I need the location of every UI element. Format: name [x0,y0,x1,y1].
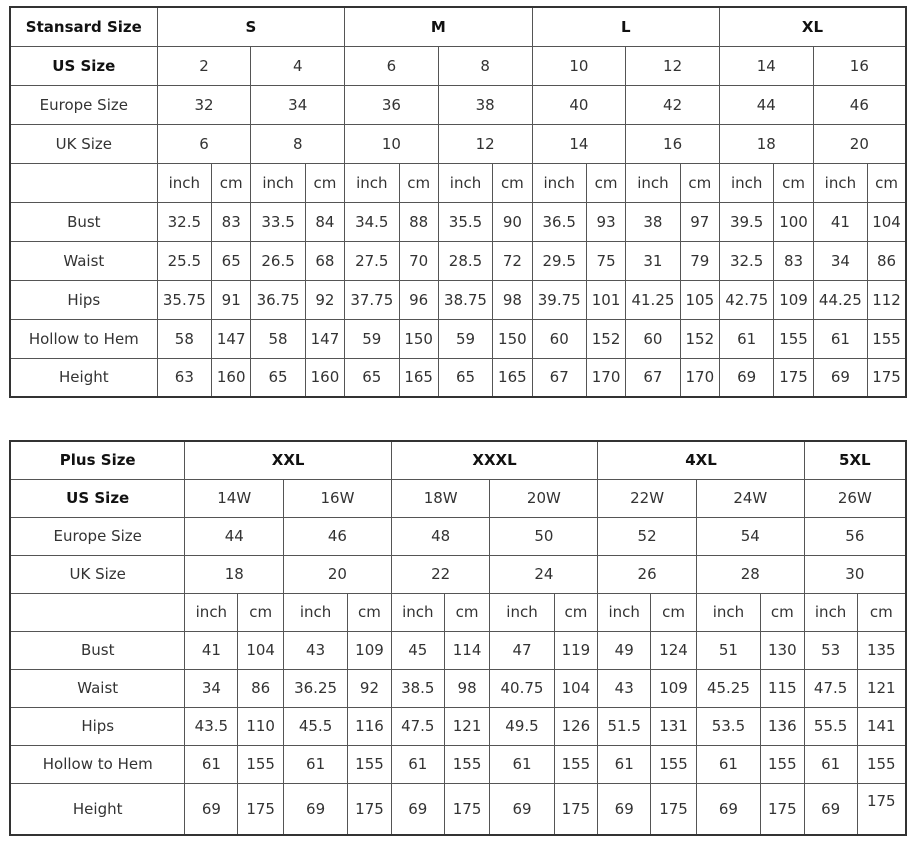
measurement-value: 136 [760,707,804,745]
size-group-header: 5XL [804,441,906,479]
measurement-value: 43 [284,631,348,669]
us-size-label: US Size [10,479,185,517]
measurement-value: 32.5 [719,241,773,280]
europe-size-value: 56 [804,517,906,555]
measurement-value: 126 [554,707,598,745]
table-row [10,85,906,124]
measurement-value: 116 [348,707,392,745]
measurement-value: 65 [345,358,399,397]
measurement-value: 61 [719,319,773,358]
measurement-value: 160 [305,358,344,397]
us-size-value: 14W [185,479,284,517]
unit-cm: cm [554,593,598,631]
unit-cm: cm [444,593,490,631]
measurement-value: 61 [598,745,651,783]
us-size-label: US Size [10,46,157,85]
measurement-value: 115 [760,669,804,707]
measurement-label: Bust [10,202,157,241]
measurement-value: 31 [626,241,680,280]
measurement-value: 59 [345,319,399,358]
table-row [10,7,906,46]
table-row [10,124,906,163]
europe-size-value: 54 [696,517,804,555]
measurement-value: 58 [157,319,211,358]
table-row [10,555,906,593]
measurement-value: 61 [490,745,554,783]
unit-cm: cm [493,163,532,202]
unit-cm: cm [348,593,392,631]
measurement-value: 152 [586,319,625,358]
measurement-label: Waist [10,241,157,280]
unit-inch: inch [185,593,238,631]
measurement-value: 41 [185,631,238,669]
size-group-header: S [157,7,344,46]
measurement-value: 150 [399,319,438,358]
unit-inch: inch [391,593,444,631]
measurement-value: 69 [804,783,857,835]
measurement-value: 130 [760,631,804,669]
unit-inch: inch [719,163,773,202]
measurement-value: 36.25 [284,669,348,707]
unit-cm: cm [305,163,344,202]
unit-inch: inch [626,163,680,202]
europe-size-value: 52 [598,517,697,555]
measurement-value: 27.5 [345,241,399,280]
europe-size-value: 36 [345,85,439,124]
measurement-value: 93 [586,202,625,241]
size-group-header: XXL [185,441,391,479]
measurement-value: 61 [813,319,867,358]
unit-inch: inch [284,593,348,631]
measurement-value: 150 [493,319,532,358]
us-size-value: 12 [626,46,720,85]
measurement-value: 104 [554,669,598,707]
unit-cm: cm [212,163,251,202]
unit-cm: cm [857,593,906,631]
unit-inch: inch [598,593,651,631]
measurement-value: 38.75 [438,280,492,319]
uk-size-value: 10 [345,124,439,163]
table-row [10,358,906,397]
unit-cm: cm [868,163,906,202]
measurement-value: 51.5 [598,707,651,745]
measurement-value: 155 [444,745,490,783]
europe-size-value: 46 [284,517,392,555]
measurement-value: 155 [651,745,697,783]
us-size-value: 20W [490,479,598,517]
measurement-value: 175 [868,358,906,397]
measurement-value: 121 [857,669,906,707]
size-group-header: L [532,7,719,46]
table-row [10,241,906,280]
measurement-value: 69 [490,783,554,835]
measurement-value: 114 [444,631,490,669]
measurement-value: 141 [857,707,906,745]
uk-size-value: 12 [438,124,532,163]
size-group-header: M [345,7,532,46]
measurement-value: 29.5 [532,241,586,280]
measurement-value: 35.5 [438,202,492,241]
measurement-value: 69 [391,783,444,835]
measurement-value: 70 [399,241,438,280]
measurement-value: 155 [760,745,804,783]
unit-inch: inch [813,163,867,202]
measurement-value: 175 [348,783,392,835]
measurement-value: 39.5 [719,202,773,241]
measurement-value: 44.25 [813,280,867,319]
measurement-value: 119 [554,631,598,669]
measurement-value: 25.5 [157,241,211,280]
us-size-value: 18W [391,479,490,517]
measurement-value: 63 [157,358,211,397]
measurement-value: 38 [626,202,680,241]
measurement-value: 47.5 [391,707,444,745]
measurement-value: 72 [493,241,532,280]
measurement-value: 53 [804,631,857,669]
us-size-value: 22W [598,479,697,517]
measurement-value: 112 [868,280,906,319]
uk-size-value: 14 [532,124,626,163]
measurement-value: 84 [305,202,344,241]
uk-size-value: 6 [157,124,251,163]
uk-size-value: 16 [626,124,720,163]
measurement-value: 165 [493,358,532,397]
europe-size-value: 40 [532,85,626,124]
measurement-value: 53.5 [696,707,760,745]
uk-size-label: UK Size [10,555,185,593]
measurement-value: 47 [490,631,554,669]
uk-size-value: 22 [391,555,490,593]
size-group-header: XL [719,7,906,46]
measurement-value: 124 [651,631,697,669]
unit-cm: cm [238,593,284,631]
uk-size-value: 18 [719,124,813,163]
measurement-value: 69 [598,783,651,835]
measurement-value: 67 [532,358,586,397]
table-row [10,669,906,707]
size-group-header: XXXL [391,441,597,479]
unit-cm: cm [651,593,697,631]
unit-inch: inch [696,593,760,631]
measurement-value: 155 [857,745,906,783]
measurement-value: 65 [212,241,251,280]
measurement-value: 75 [586,241,625,280]
measurement-value: 86 [868,241,906,280]
measurement-value: 147 [212,319,251,358]
measurement-value: 135 [857,631,906,669]
measurement-value: 34 [185,669,238,707]
unit-inch: inch [532,163,586,202]
measurement-value: 160 [212,358,251,397]
standard-size-table [9,6,907,398]
europe-size-value: 32 [157,85,251,124]
measurement-value: 175 [857,783,906,835]
measurement-value: 175 [444,783,490,835]
measurement-value: 68 [305,241,344,280]
uk-size-value: 28 [696,555,804,593]
europe-size-value: 44 [185,517,284,555]
units-label-cell [10,163,157,202]
measurement-label: Height [10,783,185,835]
us-size-value: 14 [719,46,813,85]
measurement-value: 35.75 [157,280,211,319]
measurement-value: 60 [532,319,586,358]
measurement-value: 51 [696,631,760,669]
measurement-value: 45.25 [696,669,760,707]
measurement-value: 98 [444,669,490,707]
measurement-value: 69 [185,783,238,835]
unit-cm: cm [760,593,804,631]
us-size-value: 26W [804,479,906,517]
measurement-value: 101 [586,280,625,319]
measurement-value: 41 [813,202,867,241]
measurement-value: 43.5 [185,707,238,745]
measurement-value: 155 [868,319,906,358]
us-size-value: 10 [532,46,626,85]
measurement-value: 155 [348,745,392,783]
measurement-value: 92 [305,280,344,319]
unit-cm: cm [680,163,719,202]
unit-inch: inch [157,163,211,202]
us-size-value: 24W [696,479,804,517]
unit-inch: inch [345,163,399,202]
table-row [10,479,906,517]
uk-size-value: 8 [251,124,345,163]
measurement-value: 33.5 [251,202,305,241]
measurement-value: 61 [804,745,857,783]
measurement-value: 49.5 [490,707,554,745]
measurement-value: 175 [651,783,697,835]
table-row [10,631,906,669]
measurement-value: 97 [680,202,719,241]
table-header-label: Plus Size [10,441,185,479]
unit-inch: inch [251,163,305,202]
europe-size-label: Europe Size [10,85,157,124]
table-row [10,280,906,319]
measurement-value: 83 [212,202,251,241]
measurement-value: 49 [598,631,651,669]
measurement-value: 175 [760,783,804,835]
europe-size-value: 44 [719,85,813,124]
measurement-value: 61 [391,745,444,783]
measurement-value: 175 [774,358,813,397]
measurement-value: 109 [774,280,813,319]
measurement-value: 61 [185,745,238,783]
uk-size-value: 20 [813,124,906,163]
measurement-value: 45.5 [284,707,348,745]
measurement-value: 109 [348,631,392,669]
table-row [10,783,906,835]
measurement-value: 121 [444,707,490,745]
measurement-value: 104 [868,202,906,241]
measurement-value: 109 [651,669,697,707]
measurement-value: 79 [680,241,719,280]
measurement-value: 47.5 [804,669,857,707]
table-row [10,517,906,555]
europe-size-value: 38 [438,85,532,124]
measurement-label: Hollow to Hem [10,745,185,783]
measurement-value: 69 [719,358,773,397]
uk-size-label: UK Size [10,124,157,163]
measurement-value: 92 [348,669,392,707]
measurement-value: 100 [774,202,813,241]
measurement-value: 104 [238,631,284,669]
measurement-value: 40.75 [490,669,554,707]
measurement-value: 45 [391,631,444,669]
measurement-label: Hips [10,707,185,745]
measurement-value: 175 [238,783,284,835]
measurement-value: 110 [238,707,284,745]
measurement-value: 96 [399,280,438,319]
measurement-value: 86 [238,669,284,707]
measurement-value: 38.5 [391,669,444,707]
measurement-value: 69 [813,358,867,397]
europe-size-value: 34 [251,85,345,124]
measurement-value: 32.5 [157,202,211,241]
table-row [10,745,906,783]
measurement-value: 67 [626,358,680,397]
measurement-value: 152 [680,319,719,358]
unit-inch: inch [438,163,492,202]
measurement-value: 170 [680,358,719,397]
measurement-value: 28.5 [438,241,492,280]
measurement-value: 170 [586,358,625,397]
us-size-value: 2 [157,46,251,85]
measurement-value: 36.5 [532,202,586,241]
uk-size-value: 26 [598,555,697,593]
europe-size-value: 46 [813,85,906,124]
measurement-value: 155 [774,319,813,358]
measurement-value: 165 [399,358,438,397]
measurement-value: 60 [626,319,680,358]
table-header-label: Stansard Size [10,7,157,46]
us-size-value: 6 [345,46,439,85]
measurement-value: 88 [399,202,438,241]
measurement-label: Bust [10,631,185,669]
measurement-value: 55.5 [804,707,857,745]
measurement-value: 61 [696,745,760,783]
measurement-value: 90 [493,202,532,241]
measurement-value: 155 [554,745,598,783]
measurement-value: 155 [238,745,284,783]
measurement-label: Waist [10,669,185,707]
measurement-value: 43 [598,669,651,707]
unit-cm: cm [774,163,813,202]
europe-size-label: Europe Size [10,517,185,555]
plus-size-table [9,440,907,836]
us-size-value: 8 [438,46,532,85]
us-size-value: 16W [284,479,392,517]
measurement-value: 131 [651,707,697,745]
units-label-cell [10,593,185,631]
europe-size-value: 48 [391,517,490,555]
table-row [10,46,906,85]
measurement-label: Hollow to Hem [10,319,157,358]
measurement-value: 37.75 [345,280,399,319]
measurement-value: 41.25 [626,280,680,319]
measurement-value: 26.5 [251,241,305,280]
table-row [10,319,906,358]
measurement-value: 175 [554,783,598,835]
measurement-value: 58 [251,319,305,358]
measurement-value: 65 [438,358,492,397]
measurement-value: 105 [680,280,719,319]
us-size-value: 4 [251,46,345,85]
uk-size-value: 20 [284,555,392,593]
measurement-value: 59 [438,319,492,358]
measurement-label: Height [10,358,157,397]
measurement-value: 34.5 [345,202,399,241]
measurement-value: 83 [774,241,813,280]
measurement-value: 61 [284,745,348,783]
uk-size-value: 30 [804,555,906,593]
measurement-value: 36.75 [251,280,305,319]
europe-size-value: 42 [626,85,720,124]
uk-size-value: 18 [185,555,284,593]
measurement-value: 65 [251,358,305,397]
measurement-value: 34 [813,241,867,280]
measurement-value: 39.75 [532,280,586,319]
size-group-header: 4XL [598,441,804,479]
table-row [10,202,906,241]
measurement-value: 91 [212,280,251,319]
measurement-value: 69 [696,783,760,835]
table-row [10,163,906,202]
table-row [10,707,906,745]
measurement-value: 147 [305,319,344,358]
unit-cm: cm [399,163,438,202]
measurement-label: Hips [10,280,157,319]
us-size-value: 16 [813,46,906,85]
table-row [10,441,906,479]
europe-size-value: 50 [490,517,598,555]
unit-inch: inch [490,593,554,631]
unit-inch: inch [804,593,857,631]
measurement-value: 98 [493,280,532,319]
measurement-value: 69 [284,783,348,835]
measurement-value: 42.75 [719,280,773,319]
uk-size-value: 24 [490,555,598,593]
table-row [10,593,906,631]
unit-cm: cm [586,163,625,202]
